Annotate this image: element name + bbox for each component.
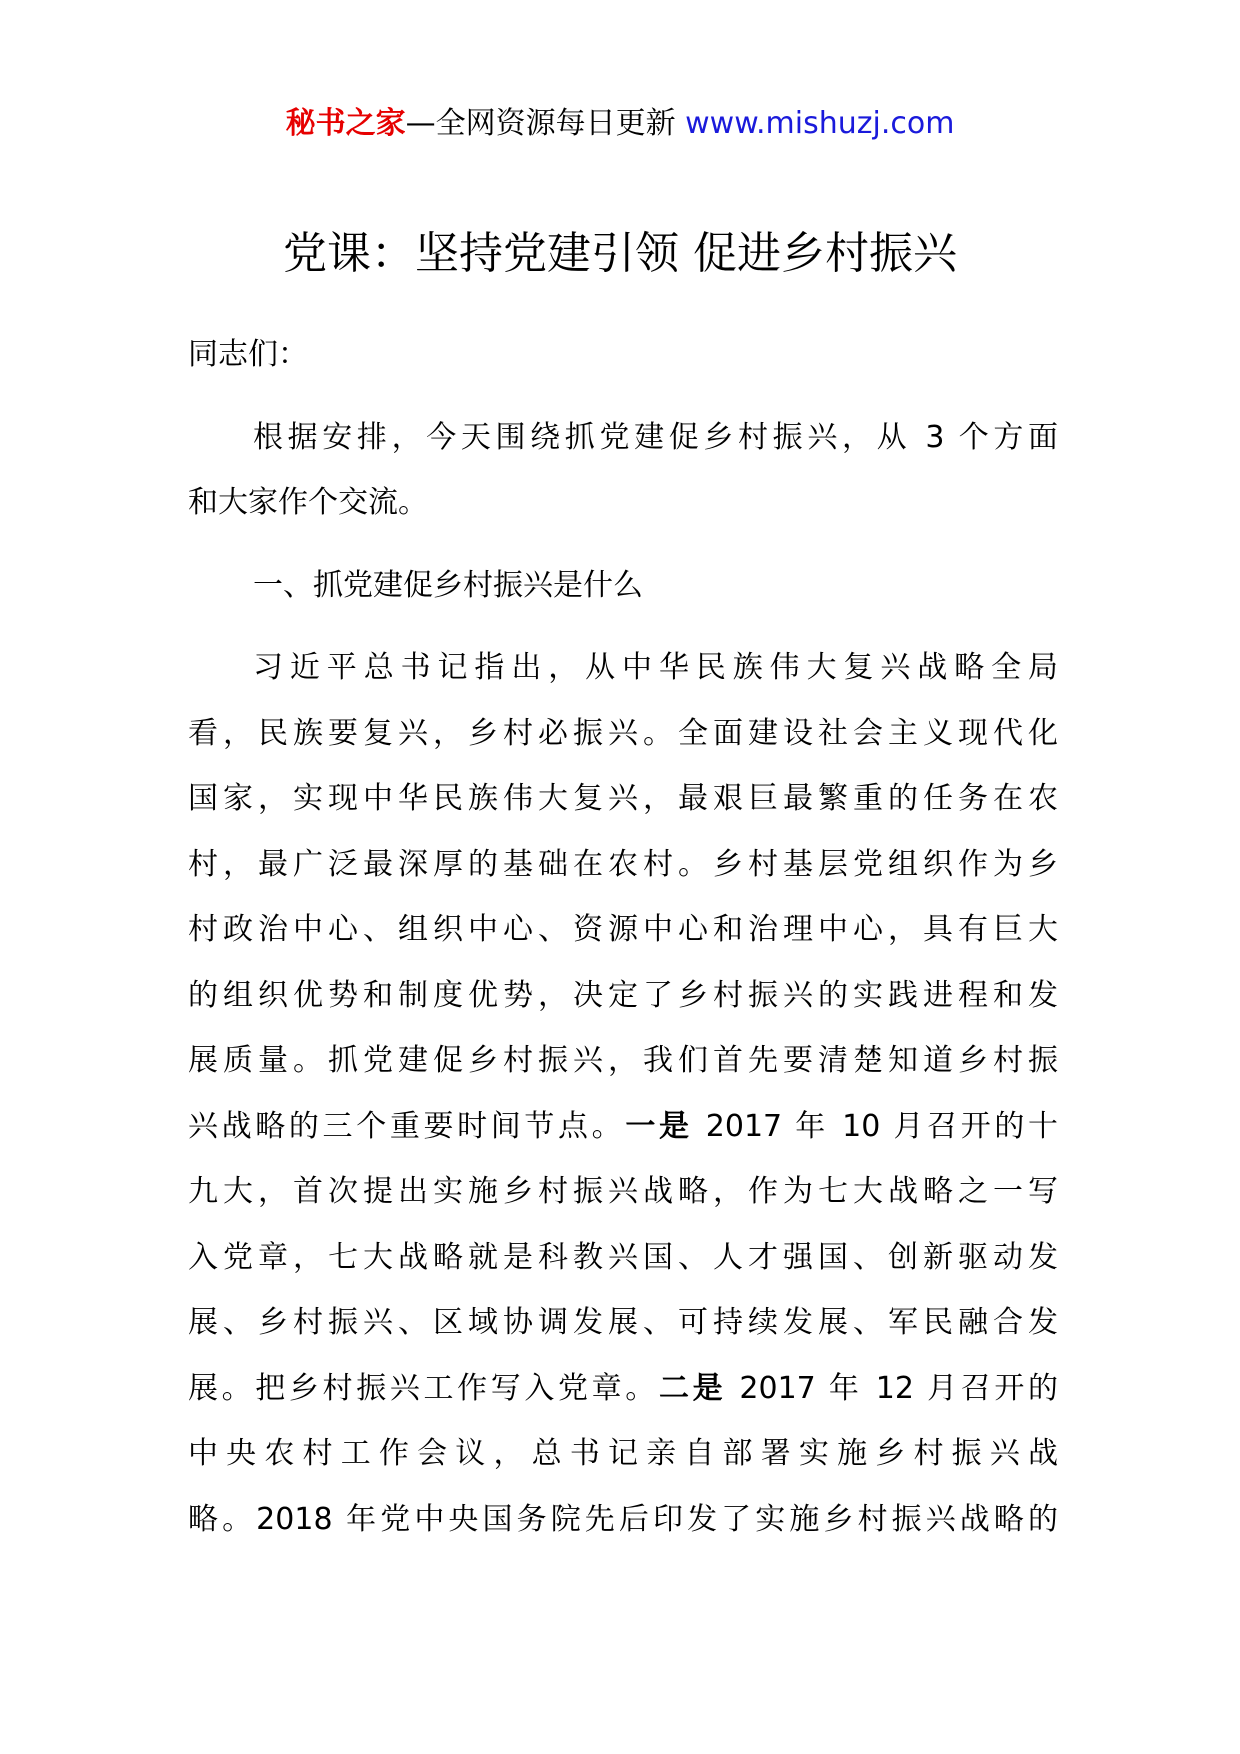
emphasis-second: 二是 [658, 1370, 727, 1406]
intro-paragraph [188, 405, 1058, 536]
text-line: 村，最广泛最深厚的基础在农村。乡村基层党组织作为乡 [188, 846, 1058, 882]
text-line: 的组织优势和制度优势，决定了乡村振兴的实践进程和发 [188, 977, 1058, 1013]
page-header [0, 104, 1240, 144]
document-body [188, 322, 1058, 1552]
text-segment: 2017 年 10 月召开的十 [692, 1108, 1059, 1144]
text-line: 中央农村工作会议，总书记亲自部署实施乡村振兴战 [188, 1436, 1058, 1471]
text-line: 九大，首次提出实施乡村振兴战略，作为七大战略之一写 [188, 1174, 1058, 1209]
text-line: 和大家作个交流。 [188, 485, 428, 520]
salutation: 同志们： [188, 337, 308, 372]
brand-name: 秘书之家 [285, 106, 406, 141]
text-segment: 2017 年 12 月召开的 [726, 1370, 1059, 1406]
text-line: 展、乡村振兴、区域协调发展、可持续发展、军民融合发 [188, 1305, 1058, 1340]
text-line: 入党章，七大战略就是科教兴国、人才强国、创新驱动发 [188, 1239, 1058, 1275]
text-line [188, 1094, 1058, 1160]
text-line: 习近平总书记指出，从中华民族伟大复兴战略全局 [253, 650, 1058, 685]
text-line: 展质量。抓党建促乡村振兴，我们首先要清楚知道乡村振 [188, 1043, 1058, 1078]
emphasis-first: 一是 [625, 1108, 693, 1144]
text-line [188, 1356, 1058, 1422]
text-line: 村政治中心、组织中心、资源中心和治理中心，具有巨大 [188, 912, 1058, 947]
site-url-link[interactable]: www.mishuzj.com [685, 106, 955, 141]
document-title: 党课：坚持党建引领 促进乡村振兴 [283, 228, 957, 279]
header-slogan: —全网资源每日更新 [405, 106, 676, 141]
text-segment: 展。把乡村振兴工作写入党章。 [188, 1370, 659, 1406]
text-line: 国家，实现中华民族伟大复兴，最艰巨最繁重的任务在农 [188, 781, 1058, 816]
text-line: 根据安排，今天围绕抓党建促乡村振兴，从 3 个方面 [253, 419, 1058, 455]
text-segment: 兴战略的三个重要时间节点。 [188, 1108, 626, 1144]
section-heading: 一、抓党建促乡村振兴是什么 [253, 567, 643, 603]
body-paragraph [188, 635, 1058, 1552]
text-line: 略。2018 年党中央国务院先后印发了实施乡村振兴战略的 [188, 1501, 1058, 1537]
text-line: 看，民族要复兴，乡村必振兴。全面建设社会主义现代化 [188, 715, 1058, 751]
